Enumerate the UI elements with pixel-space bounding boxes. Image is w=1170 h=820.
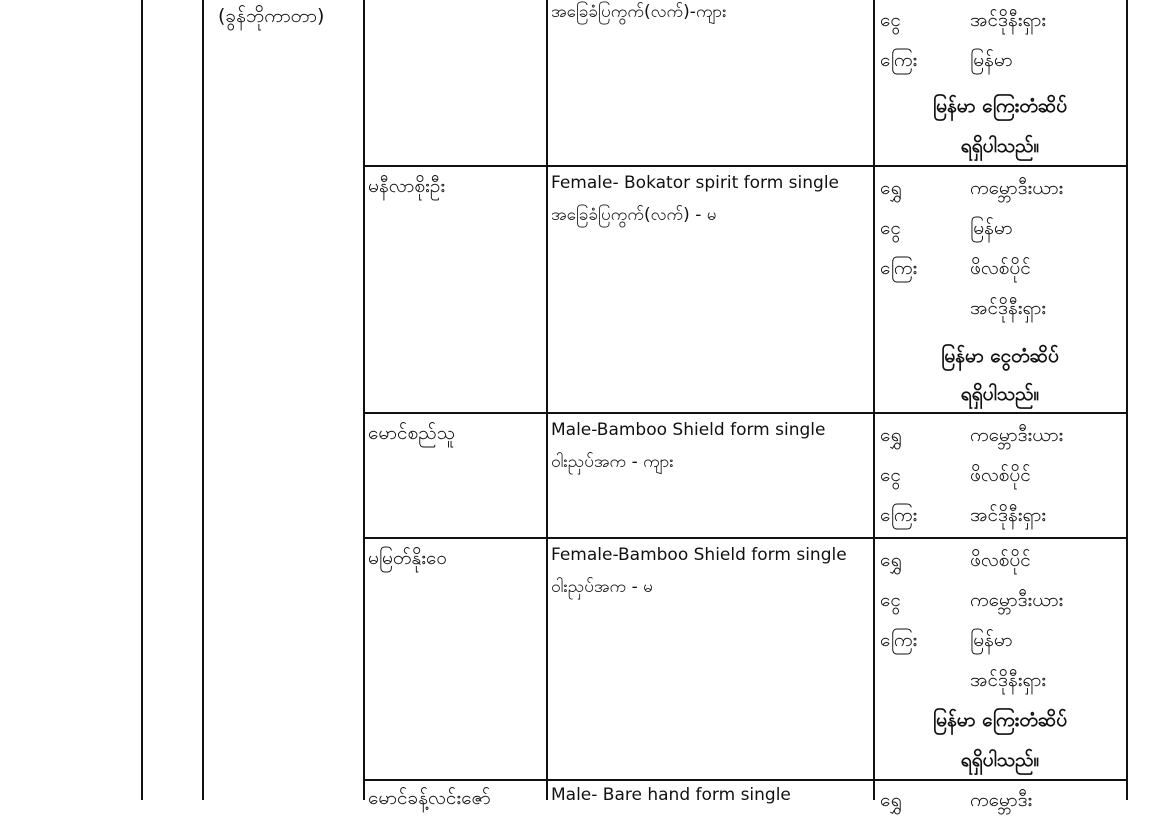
event-name: ဝါးညှပ်အက - ကျား xyxy=(551,452,674,472)
border-col-2 xyxy=(202,0,204,800)
medal-country: ကမ္ဘောဒီးယား xyxy=(970,424,1064,446)
result-note: မြန်မာ ငွေတံဆိပ် xyxy=(941,345,1059,367)
medal-country: အင်ဒိုနီးရှား xyxy=(970,669,1047,691)
event-name: အခြေခံပြကွက်(လက်)-ကျား xyxy=(551,2,727,22)
category-label: (ခွန်ဘိုကာတာ) xyxy=(218,5,325,27)
event-name: ဝါးညှပ်အက - မ xyxy=(551,577,653,597)
medal-country: ကမ္ဘောဒီးယား xyxy=(970,177,1064,199)
result-note: မြန်မာ ကြေးတံဆိပ် xyxy=(932,95,1068,117)
medal-label: ငွေ xyxy=(880,464,901,486)
border-col-3 xyxy=(363,0,365,800)
medal-label: ကြေး xyxy=(880,504,918,526)
medal-label: ငွေ xyxy=(880,589,901,611)
event-name: အခြေခံပြကွက်(လက်) - မ xyxy=(551,205,717,225)
medal-country: ဖိလစ်ပိုင် xyxy=(970,464,1031,486)
result-note: ရရှိပါသည်။ xyxy=(960,749,1040,771)
medal-label: ရွှေ xyxy=(880,789,902,811)
medal-label: ကြေး xyxy=(880,257,918,279)
event-name: Female- Bokator spirit form single xyxy=(551,173,840,193)
medal-country: မြန်မာ xyxy=(970,49,1013,71)
athlete-name: မောင်စည်သူ xyxy=(368,422,455,444)
medal-label: ကြေး xyxy=(880,49,918,71)
result-note: ရရှိပါသည်။ xyxy=(960,383,1040,405)
border-col-4 xyxy=(546,0,548,800)
medal-country: အင်ဒိုနီးရှား xyxy=(970,9,1047,31)
border-col-1 xyxy=(141,0,143,800)
athlete-name: မမြတ်နိုးဝေ xyxy=(368,547,448,569)
medal-label: ရွှေ xyxy=(880,177,902,199)
medal-country: ကမ္ဘောဒီး xyxy=(970,789,1033,811)
medal-country: ကမ္ဘောဒီးယား xyxy=(970,589,1064,611)
medal-label: ရွှေ xyxy=(880,424,902,446)
medal-country: ဖိလစ်ပိုင် xyxy=(970,549,1031,571)
result-note: မြန်မာ ကြေးတံဆိပ် xyxy=(932,709,1068,731)
result-note: ရရှိပါသည်။ xyxy=(960,135,1040,157)
event-name: Male-Bamboo Shield form single xyxy=(551,420,826,440)
medal-label: ငွေ xyxy=(880,9,901,31)
medal-country: အင်ဒိုနီးရှား xyxy=(970,504,1047,526)
athlete-name: မောင်ခန့်လင်းဇော် xyxy=(368,787,491,809)
event-name: Male- Bare hand form single xyxy=(551,785,791,805)
medal-label: ငွေ xyxy=(880,217,901,239)
medal-country: အင်ဒိုနီးရှား xyxy=(970,297,1047,319)
medal-country: မြန်မာ xyxy=(970,217,1013,239)
medal-country: မြန်မာ xyxy=(970,629,1013,651)
event-name: Female-Bamboo Shield form single xyxy=(551,545,847,565)
medal-label: ကြေး xyxy=(880,629,918,651)
medal-label: ရွှေ xyxy=(880,549,902,571)
border-col-6 xyxy=(1126,0,1128,800)
athlete-name: မနီလာစိုးဦး xyxy=(368,175,446,197)
medal-country: ဖိလစ်ပိုင် xyxy=(970,257,1031,279)
